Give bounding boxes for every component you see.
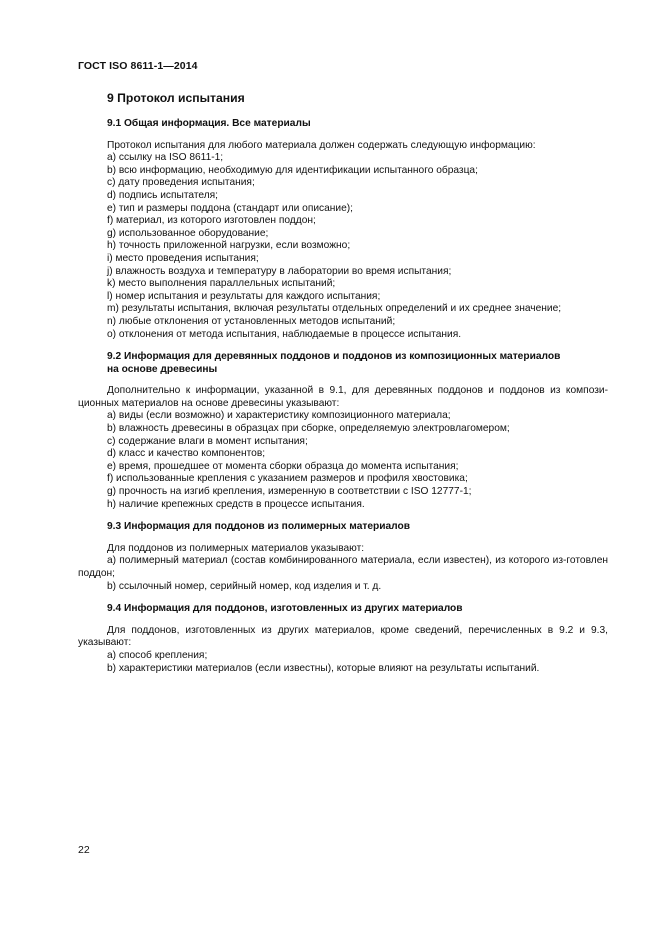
list-item: b) характеристики материалов (если известны), которые влияют на результаты испытаний. <box>107 662 540 674</box>
list-item: a) ссылку на ISO 8611-1; <box>107 152 224 164</box>
subsection-9-1-list <box>78 152 608 341</box>
list-item: g) прочность на изгиб крепления, измеренную в соответствии с ISO 12777-1; <box>107 486 472 498</box>
subsection-9-2-intro: Дополнительно к информации, указанной в 9.1, для деревянных поддонов и поддонов из компози-ционных материалов на основе древесины указывают: <box>78 385 608 409</box>
subsection-9-1-title: 9.1 Общая информация. Все материалы <box>107 118 311 129</box>
document-id-header: ГОСТ ISO 8611-1—2014 <box>78 60 198 72</box>
subsection-9-3-title: 9.3 Информация для поддонов из полимерных материалов <box>107 521 410 533</box>
list-item: g) использованное оборудование; <box>107 227 269 239</box>
list-item: d) подпись испытателя; <box>107 189 219 201</box>
list-item: a) виды (если возможно) и характеристику композиционного материала; <box>107 410 451 422</box>
list-item: b) всю информацию, необходимую для идентификации испытанного образца; <box>107 164 478 176</box>
list-item: e) тип и размеры поддона (стандарт или описание); <box>107 202 353 214</box>
list-item: b) влажность древесины в образцах при сборке, определяемую электровлагомером; <box>107 423 510 435</box>
subsection-9-1-intro: Протокол испытания для любого материала должен содержать следующую информацию: <box>107 139 536 151</box>
list-item: h) точность приложенной нагрузки, если возможно; <box>107 240 351 252</box>
list-item: m) результаты испытания, включая результаты отдельных определений и их среднее значение; <box>107 303 562 315</box>
list-item: i) место проведения испытания; <box>107 252 259 264</box>
document-body <box>78 91 608 675</box>
subsection-9-4-list <box>78 650 608 675</box>
list-item: d) класс и качество компонентов; <box>107 448 266 460</box>
subsection-9-2-title-line2: на основе древесины <box>107 363 218 375</box>
subsection-9-2-title <box>78 351 608 376</box>
subsection-9-2-list <box>78 410 608 511</box>
page-number: 22 <box>78 844 90 856</box>
list-item: f) материал, из которого изготовлен поддон; <box>107 215 316 227</box>
subsection-9-4-intro: Для поддонов, изготовленных из других материалов, кроме сведений, перечисленных в 9.2 и 9.3, указывают: <box>78 624 608 649</box>
list-item: f) использованные крепления с указанием размеров и профиля хвостовика; <box>107 473 468 485</box>
list-item: k) место выполнения параллельных испытаний; <box>107 278 336 290</box>
list-item: e) время, прошедшее от момента сборки образца до момента испытания; <box>107 460 459 472</box>
list-item: j) влажность воздуха и температуру в лаборатории во время испытания; <box>107 265 452 277</box>
list-item: h) наличие крепежных средств в процессе испытания. <box>107 498 365 510</box>
section-title: 9 Протокол испытания <box>107 91 245 105</box>
list-item: c) содержание влаги в момент испытания; <box>107 435 308 447</box>
list-item: l) номер испытания и результаты для каждого испытания; <box>107 290 381 302</box>
list-item: o) отклонения от метода испытания, наблюдаемые в процессе испытания. <box>107 328 462 340</box>
subsection-9-4-title: 9.4 Информация для поддонов, изготовленных из других материалов <box>107 603 463 615</box>
subsection-9-3-intro: Для поддонов из полимерных материалов указывают: <box>107 542 365 554</box>
subsection-9-3-item-a: a) полимерный материал (состав комбинированного материала, если известен), из которого из-готовлен поддон; <box>78 555 608 579</box>
subsection-9-3-item-b: b) ссылочный номер, серийный номер, код изделия и т. д. <box>107 580 382 592</box>
list-item: n) любые отклонения от установленных методов испытаний; <box>107 315 396 327</box>
list-item: a) способ крепления; <box>107 649 208 661</box>
subsection-9-2-title-line1: 9.2 Информация для деревянных поддонов и поддонов из композиционных материалов <box>107 351 561 363</box>
list-item: c) дату проведения испытания; <box>107 177 255 189</box>
